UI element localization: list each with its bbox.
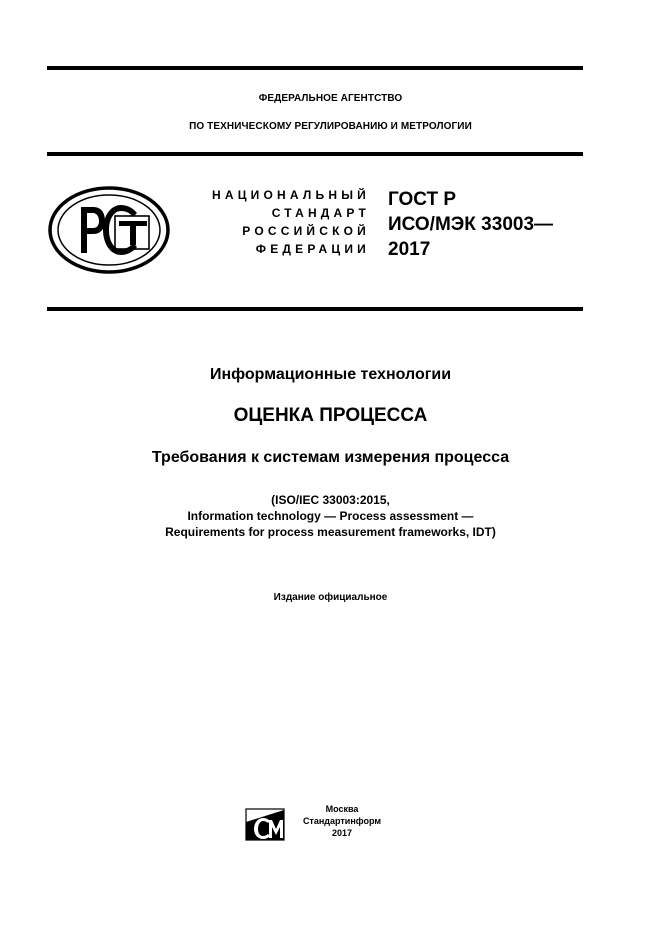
document-subtitle: ОЦЕНКА ПРОЦЕССА <box>233 405 428 426</box>
title-divider <box>47 307 583 311</box>
publisher-name: Стандартинформ <box>302 816 382 826</box>
standard-designation-line-1: ГОСТ Р <box>388 189 457 210</box>
publisher-year: 2017 <box>331 828 353 838</box>
standard-type-line-3: РОССИЙСКОЙ <box>242 224 370 238</box>
standard-type-line-4: ФЕДЕРАЦИИ <box>255 242 370 256</box>
international-reference-line-3: Requirements for process measurement frameworks, IDT) <box>165 525 496 539</box>
standartinform-logo-icon <box>245 808 285 841</box>
standard-type-line-1: НАЦИОНАЛЬНЫЙ <box>211 188 370 202</box>
header-divider <box>47 152 583 156</box>
standard-designation-line-2: ИСО/МЭК 33003— <box>388 214 554 235</box>
international-reference-line-2: Information technology — Process assessment — <box>187 509 474 523</box>
agency-name-line-1: ФЕДЕРАЛЬНОЕ АГЕНТСТВО <box>258 93 403 104</box>
gost-r-logo-icon <box>47 185 171 275</box>
publisher-city: Москва <box>325 804 359 814</box>
standard-designation-year: 2017 <box>388 239 431 260</box>
document-requirements-title: Требования к системам измерения процесса <box>151 449 510 466</box>
standard-type-line-2: СТАНДАРТ <box>271 206 370 220</box>
edition-label: Издание официальное <box>273 592 388 603</box>
top-divider <box>47 66 583 70</box>
document-title: Информационные технологии <box>209 366 452 383</box>
agency-name-line-2: ПО ТЕХНИЧЕСКОМУ РЕГУЛИРОВАНИЮ И МЕТРОЛОГИИ <box>189 121 472 132</box>
international-reference-line-1: (ISO/IEC 33003:2015, <box>271 493 390 507</box>
